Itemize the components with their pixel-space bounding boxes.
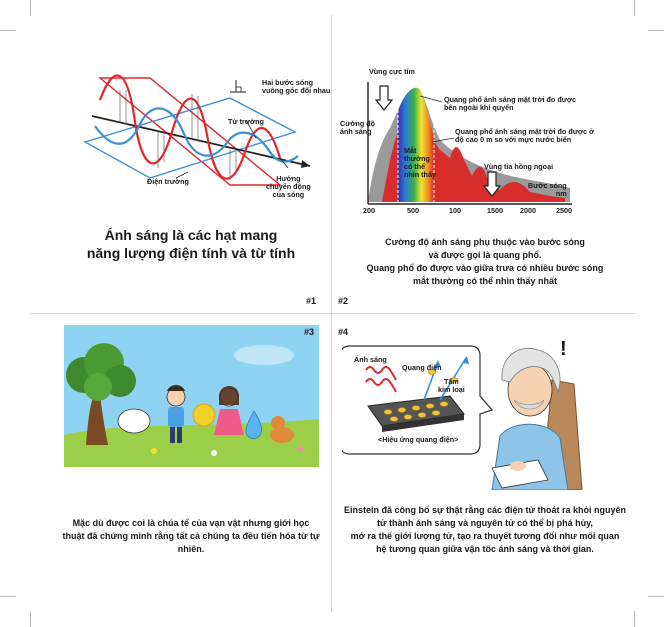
nature-illustration	[64, 325, 319, 467]
label-wavelength: Bước sóng nm	[528, 181, 567, 198]
einstein-illustration	[342, 340, 642, 490]
label-light: Ánh sáng	[354, 355, 387, 364]
panel-3-caption: Mặc dù được coi là chúa tể của vạn vật nhưng giới học thuật đã chứng minh rằng tất cả chúng ta đều tiến hóa từ tự nhiên.	[62, 518, 320, 554]
tick-label: 100	[449, 206, 461, 215]
label-photoelectric-effect: <Hiệu ứng quang điện>	[378, 435, 459, 444]
label-intensity: Cường độ ánh sáng	[340, 119, 376, 136]
label-visible: Mắt thường có thể nhìn thấy	[404, 146, 436, 179]
panel-1-number: #1	[306, 296, 317, 306]
panel-4-caption: Einstein đã công bố sự thật rằng các điện tử thoát ra khỏi nguyên tử thành ánh sáng và nguyên tử có thể bị phá hủy, mở ra thế giới lượng tử, tạo ra thuyết tương đối như mối quan hệ tương quan giữa vận tốc ánh sáng và thời gian.	[343, 505, 627, 554]
label-magnetic-field: Từ trường	[228, 117, 264, 126]
panel-3-number: #3	[304, 327, 315, 337]
label-perpendicular: Hai bước sóng vuông góc đối nhau	[262, 78, 331, 95]
tick-label: 200	[363, 206, 375, 215]
exclamation-mark: !	[560, 338, 567, 360]
tick-label: 500	[407, 206, 419, 215]
panel-1-title: Ánh sáng là các hạt mang năng lượng điện tính và từ tính	[86, 227, 296, 261]
label-wave-direction: Hướng chuyển động của sóng	[266, 174, 311, 199]
label-infrared: Vùng tia hồng ngoại	[484, 162, 554, 171]
panel-2-number: #2	[338, 296, 349, 306]
panel-4-number: #4	[338, 327, 349, 337]
tick-label: 2500	[556, 206, 572, 215]
panel-2-caption: Cường độ ánh sáng phụ thuộc vào bước sóng và được gọi là quang phổ. Quang phổ đo được vào giữa trưa có nhiều bước sóng mắt thường có thể nhìn thấy nhất	[366, 237, 604, 286]
tick-label: 2000	[520, 206, 536, 215]
label-uv-region: Vùng cực tím	[369, 67, 415, 76]
panel-divider-horizontal	[30, 313, 635, 314]
label-spectrum-outside: Quang phổ ánh sáng mặt trời đo được bên ngoài khí quyển	[444, 95, 577, 112]
label-electric-field: Điện trường	[147, 177, 189, 186]
tick-label: 1500	[487, 206, 503, 215]
label-photoelectron: Quang điện	[402, 363, 442, 372]
label-metal-plate: Tấm kim loại	[438, 377, 465, 394]
label-spectrum-sea-level: Quang phổ ánh sáng mặt trời đo được ở độ cao 0 m so với mực nước biển	[455, 127, 595, 144]
